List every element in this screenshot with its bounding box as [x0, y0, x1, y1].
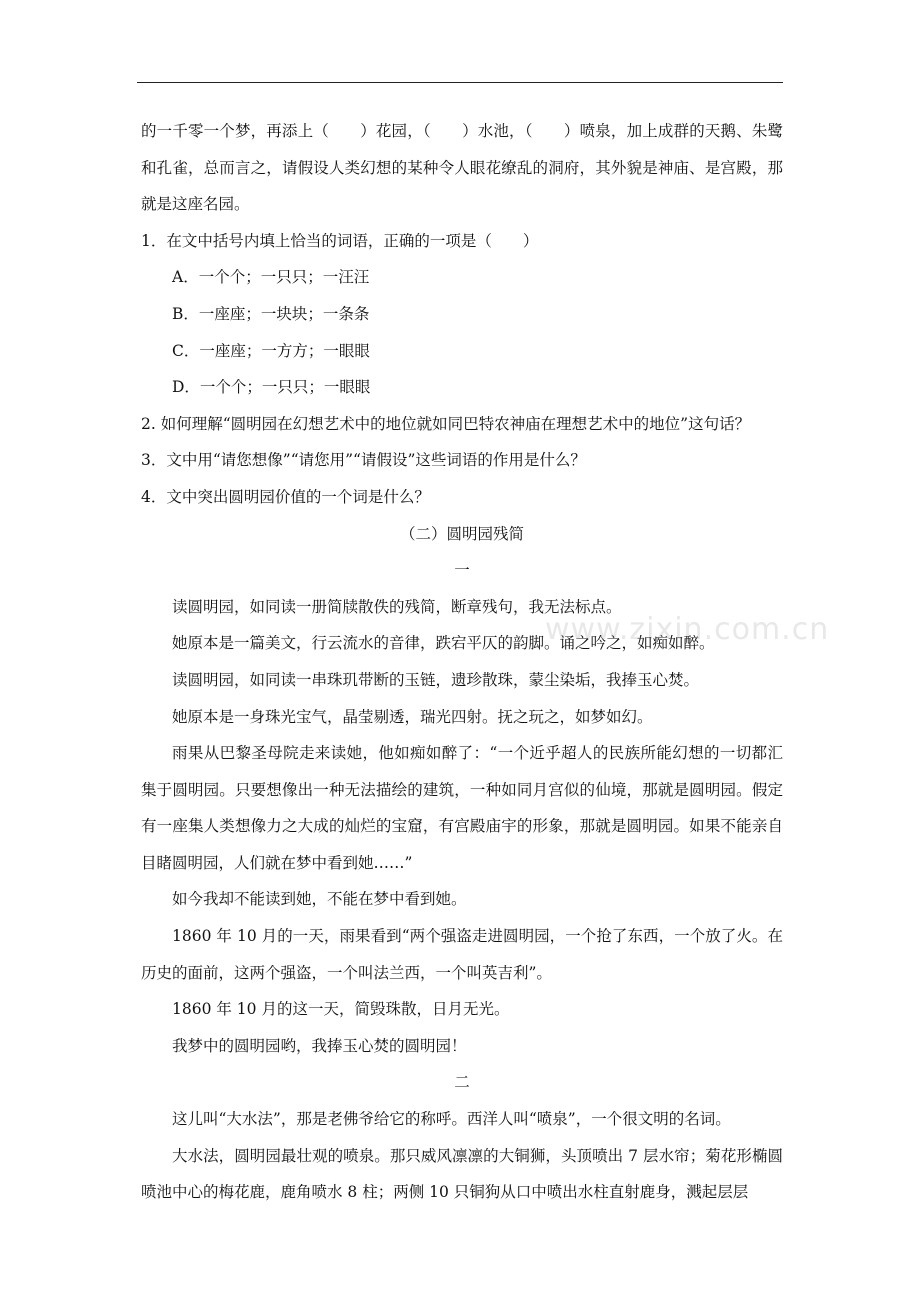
paragraph: 我梦中的圆明园哟，我捧玉心焚的圆明园！	[172, 1036, 467, 1055]
paragraph: 大水法，圆明园最壮观的喷泉。那只威风凛凛的大铜狮，头顶喷出 7 层水帘；菊花形椭圆喷池中心的梅花鹿，鹿角喷水 8 柱；两侧 10 只铜狗从口中喷出水柱直射鹿身，溅起层层	[141, 1146, 783, 1202]
paragraph: 雨果从巴黎圣母院走来读她，他如痴如醉了：“一个近乎超人的民族所能幻想的一切都汇集于圆明园。只要想像出一种无法描绘的建筑，一种如同月宫似的仙境，那就是圆明园。假定有一座集人类想像力之大成的灿烂的宝窟，有宫殿庙宇的形象，那就是圆明园。如果不能亲自目睹圆明园，人们就在梦中看到她……”	[141, 744, 783, 872]
paragraph: 她原本是一身珠光宝气，晶莹剔透，瑞光四射。抚之玩之，如梦如幻。	[172, 707, 653, 726]
question-1: 1．在文中括号内填上恰当的词语，正确的一项是（ ）	[141, 231, 539, 250]
header-rule	[137, 82, 783, 83]
part-heading-1: 一	[454, 561, 470, 580]
paragraph: 1860 年 10 月的一天，雨果看到“两个强盗走进圆明园，一个抢了东西，一个放了火。在历史的面前，这两个强盗，一个叫法兰西，一个叫英吉利”。	[141, 927, 783, 982]
option-d: D．一个个；一只只；一眼眼	[172, 378, 371, 397]
paragraph: 她原本是一篇美文，行云流水的音律，跌宕平仄的韵脚。诵之吟之，如痴如醉。	[172, 634, 715, 653]
watermark: www.zixin.com.cn	[545, 612, 830, 647]
paragraph: 1860 年 10 月的这一天，简毁珠散，日月无光。	[172, 1000, 510, 1019]
option-a: A．一个个；一只只；一汪汪	[172, 268, 370, 287]
option-c: C．一座座；一方方；一眼眼	[172, 341, 370, 360]
question-3: 3．文中用“请您想像”“请您用”“请假设”这些词语的作用是什么？	[141, 451, 586, 470]
section-title: （二）圆明园残简	[399, 524, 524, 543]
paragraph: 这儿叫“大水法”，那是老佛爷给它的称呼。西洋人叫“喷泉”，一个很文明的名词。	[172, 1110, 731, 1129]
paragraph: 读圆明园，如同读一串珠玑带断的玉链，遗珍散珠，蒙尘染垢，我捧玉心焚。	[172, 670, 700, 689]
passage-paragraph: 的一千零一个梦，再添上（ ）花园，（ ）水池，（ ）喷泉，加上成群的天鹅、朱鹭和孔雀，总而言之，请假设人类幻想的某种令人眼花缭乱的洞府，其外貌是神庙、是宫殿，那就是这座名园。	[141, 122, 783, 214]
part-heading-2: 二	[454, 1073, 470, 1092]
question-4: 4．文中突出圆明园价值的一个词是什么？	[141, 487, 430, 506]
document-body	[141, 113, 783, 1211]
paragraph: 如今我却不能读到她，不能在梦中看到她。	[172, 890, 467, 909]
option-b: B．一座座；一块块；一条条	[172, 304, 370, 323]
question-2: 2. 如何理解“圆明园在幻想艺术中的地位就如同巴特农神庙在理想艺术中的地位”这句话？	[141, 414, 751, 433]
paragraph: 读圆明园，如同读一册简牍散佚的残简，断章残句，我无法标点。	[172, 597, 622, 616]
